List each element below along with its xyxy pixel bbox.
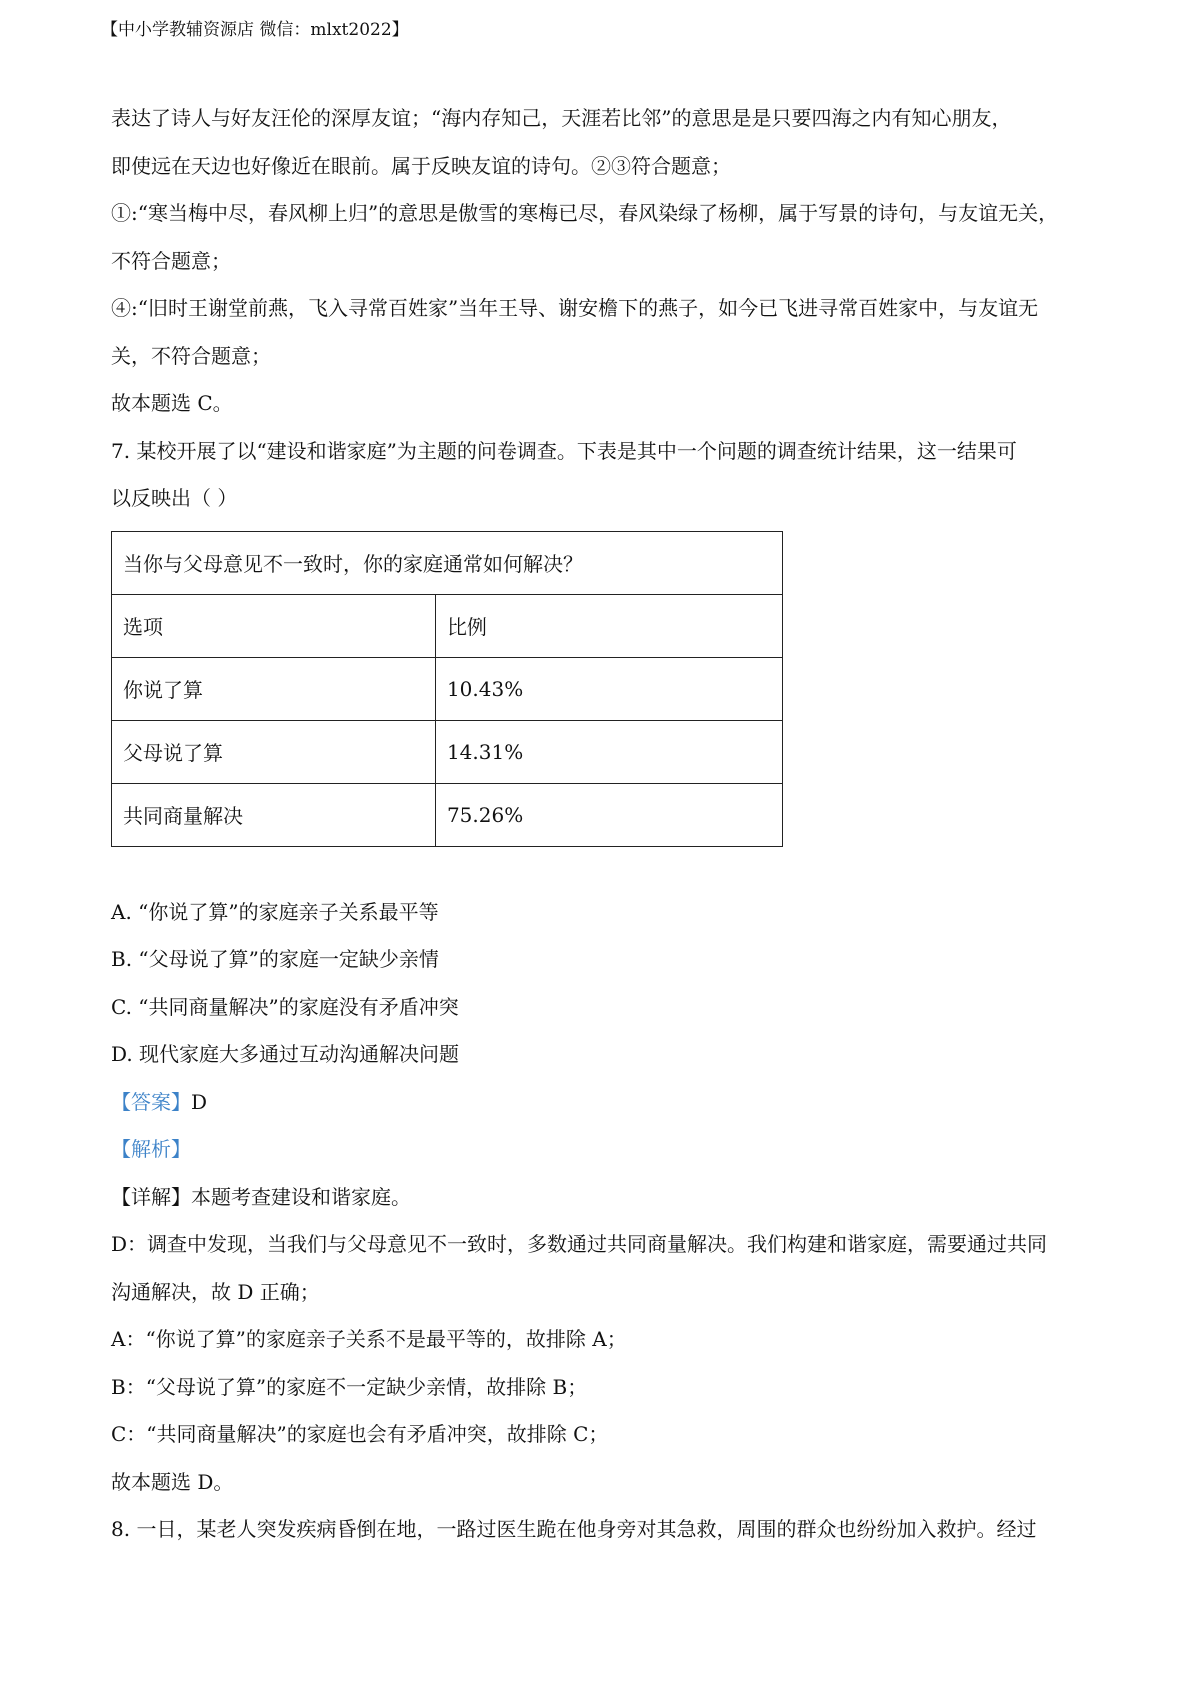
survey-question-cell: 当你与父母意见不一致时，你的家庭通常如何解决？ bbox=[112, 531, 783, 594]
choice-a: A. “你说了算”的家庭亲子关系最平等 bbox=[111, 899, 439, 924]
detail-line: B：“父母说了算”的家庭不一定缺少亲情，故排除 B； bbox=[111, 1374, 588, 1399]
detail-conclusion: 故本题选 D。 bbox=[111, 1469, 234, 1494]
analysis-line: ④:“旧时王谢堂前燕，飞入寻常百姓家”当年王导、谢安檐下的燕子，如今已飞进寻常百姓家中，与友谊无 bbox=[111, 296, 1039, 320]
analysis-line: 表达了诗人与好友汪伦的深厚友谊；“海内存知己，天涯若比邻”的意思是是只要四海之内有知心朋友， bbox=[111, 106, 1012, 130]
choice-d: D. 现代家庭大多通过互动沟通解决问题 bbox=[111, 1042, 460, 1066]
choice-c: C. “共同商量解决”的家庭没有矛盾冲突 bbox=[111, 994, 459, 1019]
choice-b: B. “父母说了算”的家庭一定缺少亲情 bbox=[111, 947, 439, 971]
detail-line: 【详解】本题考查建设和谐家庭。 bbox=[111, 1184, 411, 1209]
column-header-option: 选项 bbox=[112, 594, 436, 657]
answer-value: D bbox=[191, 1089, 208, 1114]
table-header-row bbox=[112, 594, 783, 657]
analysis-conclusion: 故本题选 C。 bbox=[111, 391, 233, 415]
detail-line: C：“共同商量解决”的家庭也会有矛盾冲突，故排除 C； bbox=[111, 1422, 609, 1446]
analysis-line: ①:“寒当梅中尽，春风柳上归”的意思是傲雪的寒梅已尽，春风染绿了杨柳，属于写景的诗句，与友谊无关， bbox=[111, 201, 1059, 225]
table-row bbox=[112, 531, 783, 594]
detail-line: A：“你说了算”的家庭亲子关系不是最平等的，故排除 A； bbox=[111, 1327, 627, 1351]
question-7-stem: 7. 某校开展了以“建设和谐家庭”为主题的问卷调查。下表是其中一个问题的调查统计结果，这一结果可 bbox=[111, 438, 1017, 463]
analysis-label: 【解析】 bbox=[111, 1137, 191, 1161]
column-header-ratio: 比例 bbox=[435, 594, 782, 657]
analysis-heading bbox=[111, 1126, 1111, 1174]
table-row bbox=[112, 783, 783, 846]
table-row bbox=[112, 720, 783, 783]
analysis-line: 关，不符合题意； bbox=[111, 343, 271, 368]
detail-line: D：调查中发现，当我们与父母意见不一致时，多数通过共同商量解决。我们构建和谐家庭，需要通过共同 bbox=[111, 1232, 1048, 1256]
page-header: 【中小学教辅资源店 微信：mlxt2022】 bbox=[101, 20, 409, 40]
question-7-stem: 以反映出（ ） bbox=[111, 486, 238, 510]
option-cell: 你说了算 bbox=[112, 657, 436, 720]
answer-label: 【答案】 bbox=[111, 1089, 191, 1114]
option-cell: 共同商量解决 bbox=[112, 783, 436, 846]
table-row bbox=[112, 657, 783, 720]
option-cell: 父母说了算 bbox=[112, 720, 436, 783]
ratio-cell: 75.26% bbox=[435, 783, 782, 846]
ratio-cell: 10.43% bbox=[435, 657, 782, 720]
question-8-stem: 8. 一日，某老人突发疾病昏倒在地，一路过医生跪在他身旁对其急救，周围的群众也纷纷加入救护。经过 bbox=[111, 1517, 1037, 1541]
answer-line bbox=[111, 1079, 1111, 1127]
survey-table bbox=[111, 531, 783, 847]
analysis-line: 即使远在天边也好像近在眼前。属于反映友谊的诗句。②③符合题意； bbox=[111, 153, 731, 178]
analysis-line: 不符合题意； bbox=[111, 248, 231, 273]
ratio-cell: 14.31% bbox=[435, 720, 782, 783]
document-body bbox=[111, 95, 1111, 1554]
detail-line: 沟通解决，故 D 正确； bbox=[111, 1279, 320, 1304]
